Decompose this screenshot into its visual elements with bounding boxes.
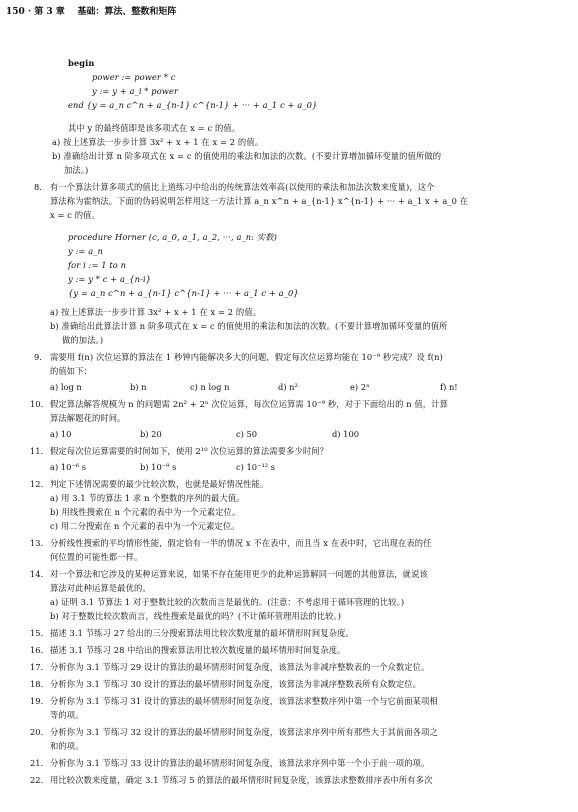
code-procedure: procedure Horner (c, a_0, a_1, a_2, ···, a_n: 实数) <box>68 232 277 242</box>
exercise-number: 12. <box>30 479 44 489</box>
subitem-b: b) 用线性搜索在 n 个元素的表中为一个元素定位。 <box>50 507 241 517</box>
exercise-number: 20. <box>30 727 44 737</box>
subitem-b: b) 准确给出计算 n 阶多项式在 x = c 的值使用的乘法和加法的次数。(不要计算增加循环变量的值所做的 <box>52 151 442 161</box>
page-header: 150 · 第 3 章 基础：算法、整数和矩阵 <box>6 7 177 17</box>
option: b) n <box>130 382 147 392</box>
exercise-number: 16. <box>30 645 44 655</box>
subitem-a: a) 按上述算法一步步计算 3x² + x + 1 在 x = 2 的值。 <box>50 307 262 317</box>
option: a) log n <box>50 382 82 392</box>
code-line: for i := 1 to n <box>68 260 127 270</box>
exercise-number: 15. <box>30 628 44 638</box>
paragraph-line: 算法对此种运算是最优的。 <box>50 583 151 593</box>
option: e) 2ⁿ <box>350 382 370 392</box>
chapter-label: 第 3 章 <box>34 7 65 17</box>
paragraph-line: 判定下述情况需要的最少比较次数，也就是最好情况性能。 <box>50 479 269 489</box>
paragraph-line: 等的项。 <box>50 710 84 720</box>
code-line: y := y * c + a_{n-i} <box>68 274 152 284</box>
paragraph-line: 对一个算法和它涉及的某种运算来说，如果不存在能用更少的此种运算解同一问题的其他算法，就说该 <box>50 569 428 579</box>
option: c) 10⁻¹² s <box>236 462 276 472</box>
paragraph-line: 分析你为 3.1 节练习 29 设计的算法的最坏情形时间复杂度，该算法为非减序整数表的一个众数定位。 <box>50 662 430 672</box>
paragraph-line: 其中 y 的最终值即是该多项式在 x = c 的值。 <box>68 123 241 133</box>
paragraph-line: 描述 3.1 节练习 28 中给出的搜索算法用比较次数度量的最坏情形时间复杂度。 <box>50 645 346 655</box>
paragraph-line: x = c 的值。 <box>50 210 100 220</box>
code-end: end {y = a_n c^n + a_{n-1} c^{n-1} + ··· + a_1 c + a_0} <box>68 100 318 110</box>
code-line: y := y + a_i * power <box>92 86 179 96</box>
subitem-a: a) 按上述算法一步步计算 3x² + x + 1 在 x = 2 的值。 <box>52 137 264 147</box>
subitem-b-cont: 做的加法。) <box>62 335 104 345</box>
code-line: power := power * c <box>92 72 176 82</box>
option: b) 10⁻⁹ s <box>140 462 177 472</box>
subitem-b: b) 准确给出此算法计算 n 阶多项式在 x = c 的值使用的乘法和加法的次数。(不要计算增加循环变量的值所 <box>50 321 448 331</box>
subitem-b: b) 对于整数比较次数而言，线性搜索是最优的吗？(不计循环管理用法的比较。) <box>50 611 342 621</box>
paragraph-line: 算法称为霍纳法。下面的伪码说明怎样用这一方法计算 a_n x^n + a_{n-1} x^{n-1} + ··· + a_1 x + a_0 在 <box>50 196 469 206</box>
exercise-number: 8. <box>34 182 42 192</box>
paragraph-line: 分析你为 3.1 节练习 31 设计的算法的最坏情形时间复杂度，该算法求整数序列中第一个与它前面某项相 <box>50 696 438 706</box>
code-begin: begin <box>68 58 95 68</box>
subitem-a: a) 用 3.1 节的算法 1 求 n 个整数的序列的最大值。 <box>50 493 245 503</box>
paragraph-line: 假定算法解答规模为 n 的问题需 2n² + 2ⁿ 次位运算，每次位运算需 10⁻⁹ 秒，对于下面给出的 n 值，计算 <box>50 399 448 409</box>
code-line: y := a_n <box>68 246 103 256</box>
exercise-number: 19. <box>30 696 44 706</box>
option: d) 100 <box>332 429 360 439</box>
paragraph-line: 分析你为 3.1 节练习 30 设计的算法的最坏情形时间复杂度，该算法为非减序整数表所有众数定位。 <box>50 679 422 689</box>
exercise-number: 14. <box>30 569 44 579</box>
option: c) n log n <box>190 382 230 392</box>
paragraph-line: 何位置的可能性都一样。 <box>50 552 143 562</box>
exercise-number: 22. <box>30 775 44 785</box>
paragraph-line: 分析你为 3.1 节练习 32 设计的算法的最坏情形时间复杂度，该算法求序列中所有那些大于其前面各项之 <box>50 727 438 737</box>
option: c) 50 <box>236 429 258 439</box>
option: d) n² <box>278 382 298 392</box>
exercise-number: 9. <box>34 352 42 362</box>
subitem-a: a) 证明 3.1 节算法 1 对于整数比较的次数而言是最优的。(注意：不考虑用于循环管理的比较。) <box>50 597 405 607</box>
paragraph-line: 描述 3.1 节练习 27 给出的三分搜索算法用比较次数度量的最坏情形时间复杂度。 <box>50 628 354 638</box>
paragraph-line: 分析线性搜索的平均情形性能，假定恰有一半的情况 x 不在表中，而且当 x 在表中时，它出现在表的任 <box>50 538 432 548</box>
paragraph-line: 需要用 f(n) 次位运算的算法在 1 秒钟内能解决多大的问题，假定每次位运算均能在 10⁻⁹ 秒完成？设 f(n) <box>50 352 443 362</box>
exercise-number: 13. <box>30 538 44 548</box>
paragraph-line: 算法解题花的时间。 <box>50 413 126 423</box>
code-line: {y = a_n c^n + a_{n-1} c^{n-1} + ··· + a_1 c + a_0} <box>68 288 299 298</box>
paragraph-line: 有一个算法计算多项式的值比上道练习中给出的传统算法效率高(以使用的乘法和加法次数来度量)，这个 <box>50 182 435 192</box>
exercise-number: 17. <box>30 662 44 672</box>
option: a) 10⁻⁶ s <box>50 462 86 472</box>
paragraph-line: 分析你为 3.1 节练习 33 设计的算法的最坏情形时间复杂度，该算法求序列中第一个小于前一项的项。 <box>50 758 430 768</box>
page-number: 150 <box>6 7 25 17</box>
exercise-number: 21. <box>30 758 44 768</box>
exercise-number: 10. <box>30 399 44 409</box>
option: f) n! <box>440 382 458 392</box>
chapter-title: 基础：算法、整数和矩阵 <box>77 7 177 17</box>
exercise-number: 18. <box>30 679 44 689</box>
exercise-number: 11. <box>30 446 44 456</box>
paragraph-line: 用比较次数来度量，确定 3.1 节练习 5 的算法的最坏情形时间复杂度，该算法求整数排序表中所有多次 <box>50 775 433 785</box>
paragraph-line: 假定每次位运算需要的时间如下，使用 2¹⁰ 次位运算的算法需要多少时间？ <box>50 446 329 456</box>
paragraph-line: 和的项。 <box>50 741 84 751</box>
option: a) 10 <box>50 429 72 439</box>
paragraph-line: 的值如下： <box>50 366 92 376</box>
option: b) 20 <box>140 429 162 439</box>
subitem-b-cont: 加法。) <box>64 165 89 175</box>
subitem-c: c) 用二分搜索在 n 个元素的表中为一个元素定位。 <box>50 521 240 531</box>
